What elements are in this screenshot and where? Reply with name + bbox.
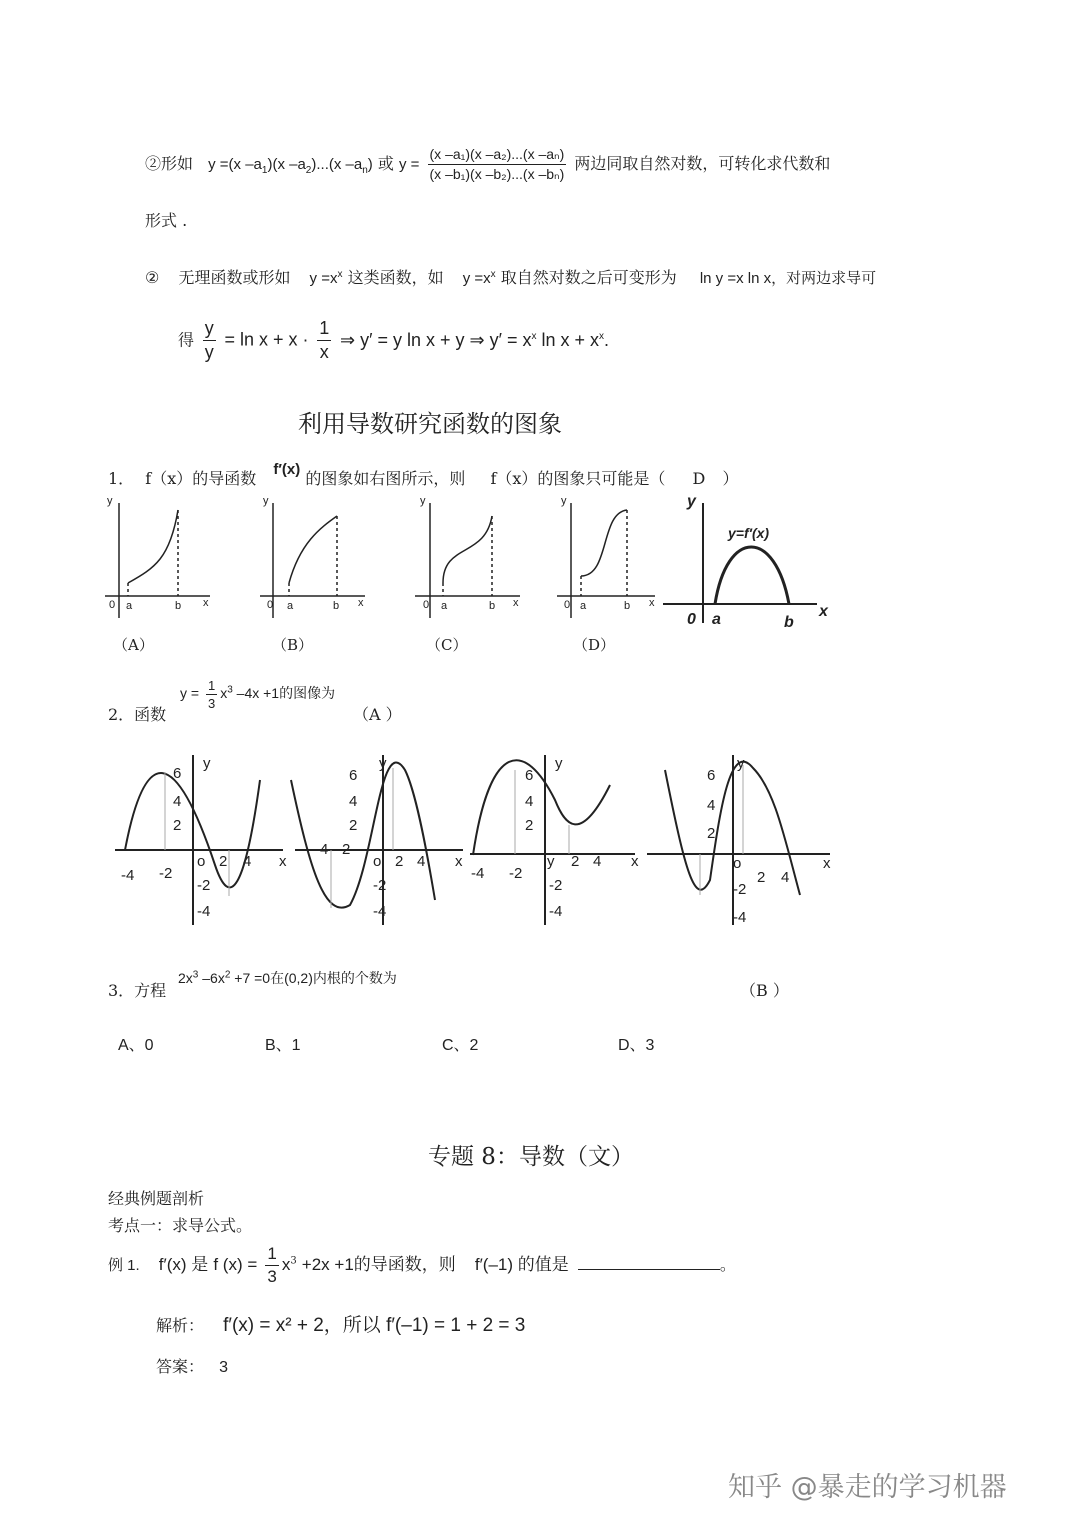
svg-text:x: x <box>203 597 209 609</box>
q3-equation: $2x^3$ $-6x^2 +7 =0$在(0,2)内根的个数为 <box>178 969 397 986</box>
q2-graphs <box>105 750 840 930</box>
svg-text:4: 4 <box>349 793 358 810</box>
label-A: （A） <box>113 636 154 654</box>
svg-text:-4: -4 <box>315 841 329 858</box>
q3-option-c: C、2 <box>442 1037 479 1054</box>
watermark: 知乎 @暴走的学习机器 <box>728 1472 1007 1503</box>
frac-y: $\frac{y}{y}$ <box>204 318 214 362</box>
q2-function: y = $\frac{1}{3}$ $x^3$ –4x +1的图像为 <box>180 678 336 711</box>
subheading-1: 经典例题剖析 <box>108 1189 205 1208</box>
svg-text:x: x <box>631 853 639 870</box>
svg-text:2: 2 <box>707 825 716 842</box>
svg-text:0: 0 <box>423 599 430 611</box>
svg-text:-4: -4 <box>471 865 485 882</box>
svg-text:0: 0 <box>564 599 571 611</box>
svg-text:4: 4 <box>243 853 252 870</box>
question-3-label: 3．方程 <box>108 981 167 1000</box>
svg-text:4: 4 <box>173 793 182 810</box>
eq-rest: ⇒ y′ = y ln x + y ⇒ $y' = x^x$ $\ln x + x^x$. <box>340 329 610 350</box>
example-1: 例 1. f′(x) 是 f (x) = $\frac{1}{3}$ $x^3 +2x +1$的导函数，则 f′(–1) 的值是 。 <box>108 1244 736 1286</box>
formula-line-1-cont: 形式 . <box>145 211 188 230</box>
svg-text:x: x <box>823 855 831 872</box>
svg-text:0: 0 <box>109 599 116 611</box>
formula-line-1 <box>145 146 830 183</box>
answer-line: 答案： 3 <box>156 1357 229 1376</box>
svg-text:4: 4 <box>781 869 790 886</box>
svg-text:y: y <box>420 495 426 507</box>
svg-text:-4: -4 <box>197 903 211 920</box>
svg-text:y: y <box>561 495 567 507</box>
svg-text:-2: -2 <box>549 877 563 894</box>
or-word: 或 <box>377 154 394 173</box>
svg-text:4: 4 <box>417 853 426 870</box>
svg-text:6: 6 <box>707 767 716 784</box>
svg-text:b: b <box>784 614 794 631</box>
svg-text:-2: -2 <box>733 881 747 898</box>
svg-text:y: y <box>547 853 555 870</box>
q2-answer: （A ） <box>353 705 402 724</box>
marker: ②形如 <box>145 154 194 173</box>
label-B: （B） <box>272 636 314 654</box>
q1-answer: D <box>692 469 706 488</box>
f1: $y =x^x$ <box>309 269 343 287</box>
label-C: （C） <box>426 636 468 654</box>
quotient-denominator: (x –b₁)(x –b₂)...(x –bₙ) <box>429 166 565 182</box>
svg-text:6: 6 <box>173 765 182 782</box>
svg-text:-2: -2 <box>509 865 523 882</box>
svg-text:-4: -4 <box>373 903 387 920</box>
svg-text:y: y <box>263 495 269 507</box>
svg-text:2: 2 <box>219 853 228 870</box>
text1: 无理函数或形如 <box>178 268 291 287</box>
label-D: （D） <box>573 636 616 654</box>
svg-text:-2: -2 <box>159 865 173 882</box>
svg-text:a: a <box>712 611 721 628</box>
svg-text:a: a <box>580 600 587 612</box>
formula-line-2 <box>145 265 876 288</box>
svg-text:2: 2 <box>525 817 534 834</box>
svg-text:o: o <box>733 855 742 872</box>
q3-option-b: B、1 <box>265 1037 301 1054</box>
answer-blank[interactable] <box>578 1269 720 1270</box>
q3-option-a: A、0 <box>118 1037 154 1054</box>
text3: 取自然对数之后可变形为 <box>500 268 677 287</box>
y-eq: y = <box>398 156 420 173</box>
svg-text:b: b <box>489 600 496 612</box>
svg-text:a: a <box>441 600 448 612</box>
svg-text:y: y <box>107 495 113 507</box>
tail-text: 两边同取自然对数，可转化求代数和 <box>574 154 831 173</box>
svg-text:x: x <box>279 853 287 870</box>
question-2-label: 2．函数 <box>108 705 167 724</box>
text2: 这类函数，如 <box>347 268 444 287</box>
svg-text:-2: -2 <box>337 841 351 858</box>
q3-option-d: D、3 <box>618 1037 655 1054</box>
section-title-2: 专题 8：导数（文） <box>428 1144 634 1170</box>
svg-text:y: y <box>687 493 696 510</box>
svg-text:b: b <box>624 600 631 612</box>
q3-answer: （B ） <box>740 981 789 1000</box>
f3: ln y =x ln x，对两边求导可 <box>699 270 877 287</box>
svg-text:-4: -4 <box>549 903 563 920</box>
svg-text:2: 2 <box>757 869 766 886</box>
svg-text:2: 2 <box>349 817 358 834</box>
svg-text:a: a <box>126 600 133 612</box>
svg-text:y: y <box>555 755 563 772</box>
svg-text:-4: -4 <box>733 909 747 926</box>
quotient-numerator: (x –a₁)(x –a₂)...(x –aₙ) <box>428 146 567 165</box>
de-word: 得 <box>178 330 195 350</box>
svg-text:x: x <box>819 603 828 620</box>
svg-text:b: b <box>333 600 340 612</box>
svg-text:o: o <box>197 853 206 870</box>
svg-text:-4: -4 <box>121 867 135 884</box>
svg-text:y: y <box>379 755 387 772</box>
subheading-2: 考点一：求导公式。 <box>108 1216 253 1235</box>
svg-text:6: 6 <box>349 767 358 784</box>
svg-text:y: y <box>203 755 211 772</box>
svg-text:y=f′(x): y=f′(x) <box>728 525 770 541</box>
svg-text:y: y <box>737 755 745 772</box>
svg-text:-2: -2 <box>197 877 211 894</box>
svg-text:x: x <box>358 597 364 609</box>
frac-1x: $\frac{1}{x}$ <box>319 318 330 362</box>
svg-text:x: x <box>649 597 655 609</box>
svg-text:2: 2 <box>395 853 404 870</box>
svg-text:-2: -2 <box>373 877 387 894</box>
svg-text:2: 2 <box>571 853 580 870</box>
svg-text:4: 4 <box>707 797 716 814</box>
svg-text:0: 0 <box>687 611 696 628</box>
svg-text:6: 6 <box>525 767 534 784</box>
svg-text:b: b <box>175 600 182 612</box>
f2: $y =x^x$ <box>462 269 496 287</box>
svg-text:4: 4 <box>525 793 534 810</box>
svg-text:o: o <box>373 853 382 870</box>
quotient-formula <box>428 146 567 183</box>
svg-text:a: a <box>287 600 294 612</box>
derivation-line <box>178 318 609 363</box>
svg-text:2: 2 <box>173 817 182 834</box>
q1-graphs <box>95 488 845 658</box>
section-title: 利用导数研究函数的图象 <box>298 410 562 438</box>
svg-text:0: 0 <box>267 599 274 611</box>
jiexi: 解析： f′(x) = x² + 2，所以 f′(–1) = 1 + 2 = 3 <box>156 1315 526 1336</box>
question-1: 1． f（x）的导函数 f′(x) 的图象如右图所示，则 f（x）的图象只可能是（ D ） <box>108 461 739 488</box>
svg-text:4: 4 <box>593 853 602 870</box>
eq-mid: = ln x + x · <box>224 329 309 350</box>
marker: ② <box>145 268 160 287</box>
svg-text:x: x <box>513 597 519 609</box>
svg-text:x: x <box>455 853 463 870</box>
product-formula: y =(x $-a_1)(x$ $-a_2)...(x$ $-a_n$) <box>208 156 373 176</box>
